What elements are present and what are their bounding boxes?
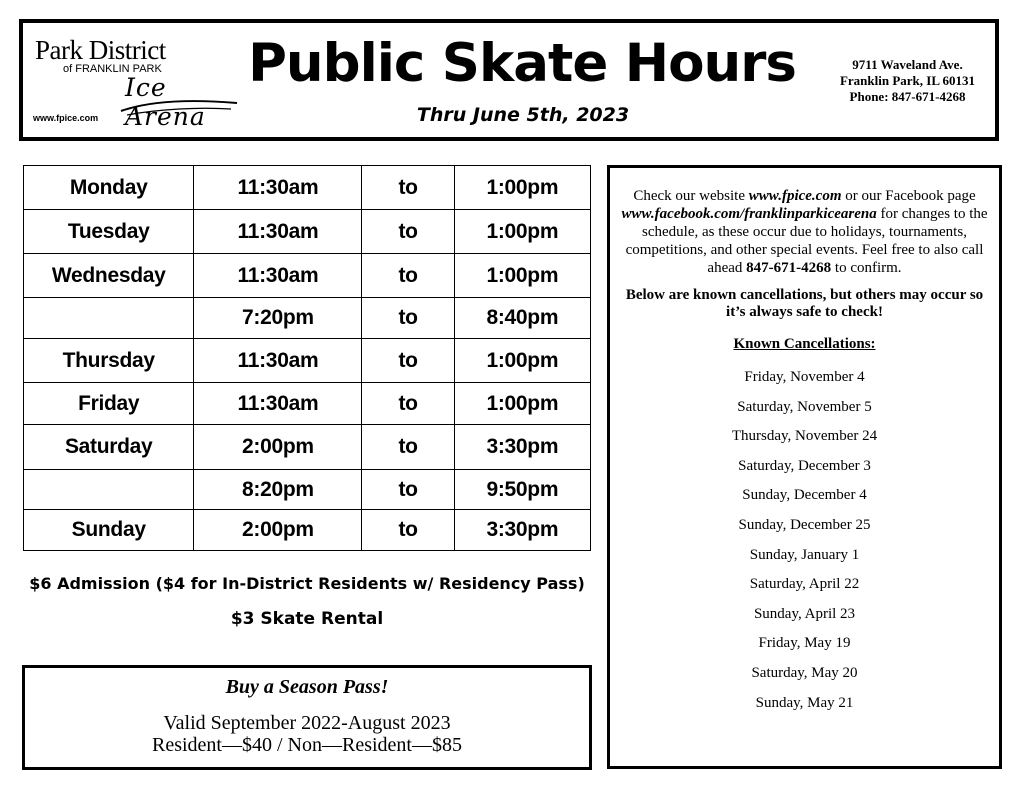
schedule-start-time: 2:00pm <box>194 510 362 551</box>
schedule-row <box>24 339 591 383</box>
cancellation-item: Saturday, December 3 <box>738 457 871 474</box>
known-cancellations-heading: Known Cancellations: <box>733 336 876 352</box>
schedule-row <box>24 298 591 339</box>
admission-price: $6 Admission ($4 for In-District Residents w/ Residency Pass) <box>29 574 585 593</box>
schedule-day: Tuesday <box>24 210 194 254</box>
cancellation-item: Saturday, April 22 <box>749 576 860 593</box>
address-city: Franklin Park, IL 60131 <box>839 73 976 88</box>
schedule-separator: to <box>362 166 454 210</box>
cancellation-item: Sunday, January 1 <box>749 546 860 563</box>
schedule-day: Thursday <box>24 339 194 383</box>
cancellation-item: Saturday, May 20 <box>751 664 858 681</box>
page-title: Public Skate Hours <box>248 33 796 94</box>
info-text-a: Check our website <box>633 188 749 204</box>
schedule-day: Sunday <box>24 510 194 551</box>
schedule-start-time: 2:00pm <box>194 425 362 470</box>
cancellation-item: Friday, May 19 <box>758 635 851 652</box>
info-text-c: for changes to the schedule, as these occur due to holidays, tournaments, competitions, and other special events. Feel free to also call ahead <box>625 206 988 276</box>
cancellation-item: Thursday, November 24 <box>731 428 878 445</box>
schedule-separator: to <box>362 210 454 254</box>
schedule-separator: to <box>362 254 454 298</box>
skate-rental-price: $3 Skate Rental <box>230 609 384 629</box>
info-paragraph <box>618 187 991 277</box>
arena-address <box>815 57 1000 105</box>
schedule-row <box>24 510 591 551</box>
schedule-end-time: 3:30pm <box>454 425 590 470</box>
schedule-end-time: 1:00pm <box>454 166 590 210</box>
schedule-separator: to <box>362 510 454 551</box>
logo-website: www.fpice.com <box>33 113 99 123</box>
schedule-start-time: 11:30am <box>194 254 362 298</box>
address-street: 9711 Waveland Ave. <box>852 57 963 72</box>
schedule-start-time: 11:30am <box>194 210 362 254</box>
logo-ice-arena-script: Ice Arena <box>125 73 206 131</box>
cancellation-notice: Below are known cancellations, but others may occur so it’s always safe to check! <box>625 287 984 320</box>
schedule-row <box>24 210 591 254</box>
schedule-separator: to <box>362 339 454 383</box>
schedule-start-time: 7:20pm <box>194 298 362 339</box>
schedule-start-time: 11:30am <box>194 166 362 210</box>
cancellation-item: Sunday, December 25 <box>738 516 871 533</box>
season-pass-title: Buy a Season Pass! <box>225 676 389 698</box>
schedule-row <box>24 254 591 298</box>
address-phone: Phone: 847-671-4268 <box>849 89 966 104</box>
schedule-row <box>24 166 591 210</box>
cancellation-item: Sunday, May 21 <box>755 694 854 711</box>
logo-swoosh-icon <box>119 97 239 119</box>
schedule-separator: to <box>362 383 454 425</box>
phone-number: 847-671-4268 <box>746 260 832 276</box>
schedule-end-time: 8:40pm <box>454 298 590 339</box>
schedule-end-time: 9:50pm <box>454 470 590 510</box>
info-text-b: or our Facebook page <box>841 188 976 204</box>
schedule-separator: to <box>362 425 454 470</box>
schedule-separator: to <box>362 470 454 510</box>
schedule-day: Friday <box>24 383 194 425</box>
header-banner <box>19 19 999 141</box>
schedule-row <box>24 383 591 425</box>
cancellation-item: Sunday, April 23 <box>753 605 856 622</box>
schedule-day <box>24 470 194 510</box>
cancellation-item: Saturday, November 5 <box>737 398 872 415</box>
schedule-end-time: 1:00pm <box>454 254 590 298</box>
season-pass-validity: Valid September 2022-August 2023 <box>163 712 451 734</box>
schedule-row <box>24 425 591 470</box>
season-pass-prices: Resident—$40 / Non—Resident—$85 <box>152 734 462 756</box>
schedule-end-time: 3:30pm <box>454 510 590 551</box>
info-panel <box>607 165 1002 769</box>
website-link[interactable]: www.fpice.com <box>748 188 842 204</box>
schedule-start-time: 8:20pm <box>194 470 362 510</box>
schedule-end-time: 1:00pm <box>454 339 590 383</box>
season-pass-box <box>22 665 592 770</box>
schedule-day: Saturday <box>24 425 194 470</box>
logo-org-name: Park District <box>35 35 166 65</box>
schedule-day: Monday <box>24 166 194 210</box>
facebook-link[interactable]: www.facebook.com/franklinparkicearena <box>621 206 877 222</box>
schedule-separator: to <box>362 298 454 339</box>
logo-of-line: of FRANKLIN PARK <box>63 63 162 75</box>
schedule-row <box>24 470 591 510</box>
cancellation-item: Sunday, December 4 <box>742 487 867 504</box>
schedule-day <box>24 298 194 339</box>
skate-schedule-table <box>23 165 591 551</box>
info-text-d: to confirm. <box>831 260 902 276</box>
cancellation-list <box>610 363 999 718</box>
cancellation-item: Friday, November 4 <box>744 369 865 385</box>
page-subtitle: Thru June 5th, 2023 <box>416 104 630 126</box>
schedule-start-time: 11:30am <box>194 339 362 383</box>
schedule-end-time: 1:00pm <box>454 383 590 425</box>
schedule-start-time: 11:30am <box>194 383 362 425</box>
schedule-end-time: 1:00pm <box>454 210 590 254</box>
schedule-day: Wednesday <box>24 254 194 298</box>
park-district-logo <box>35 37 250 137</box>
